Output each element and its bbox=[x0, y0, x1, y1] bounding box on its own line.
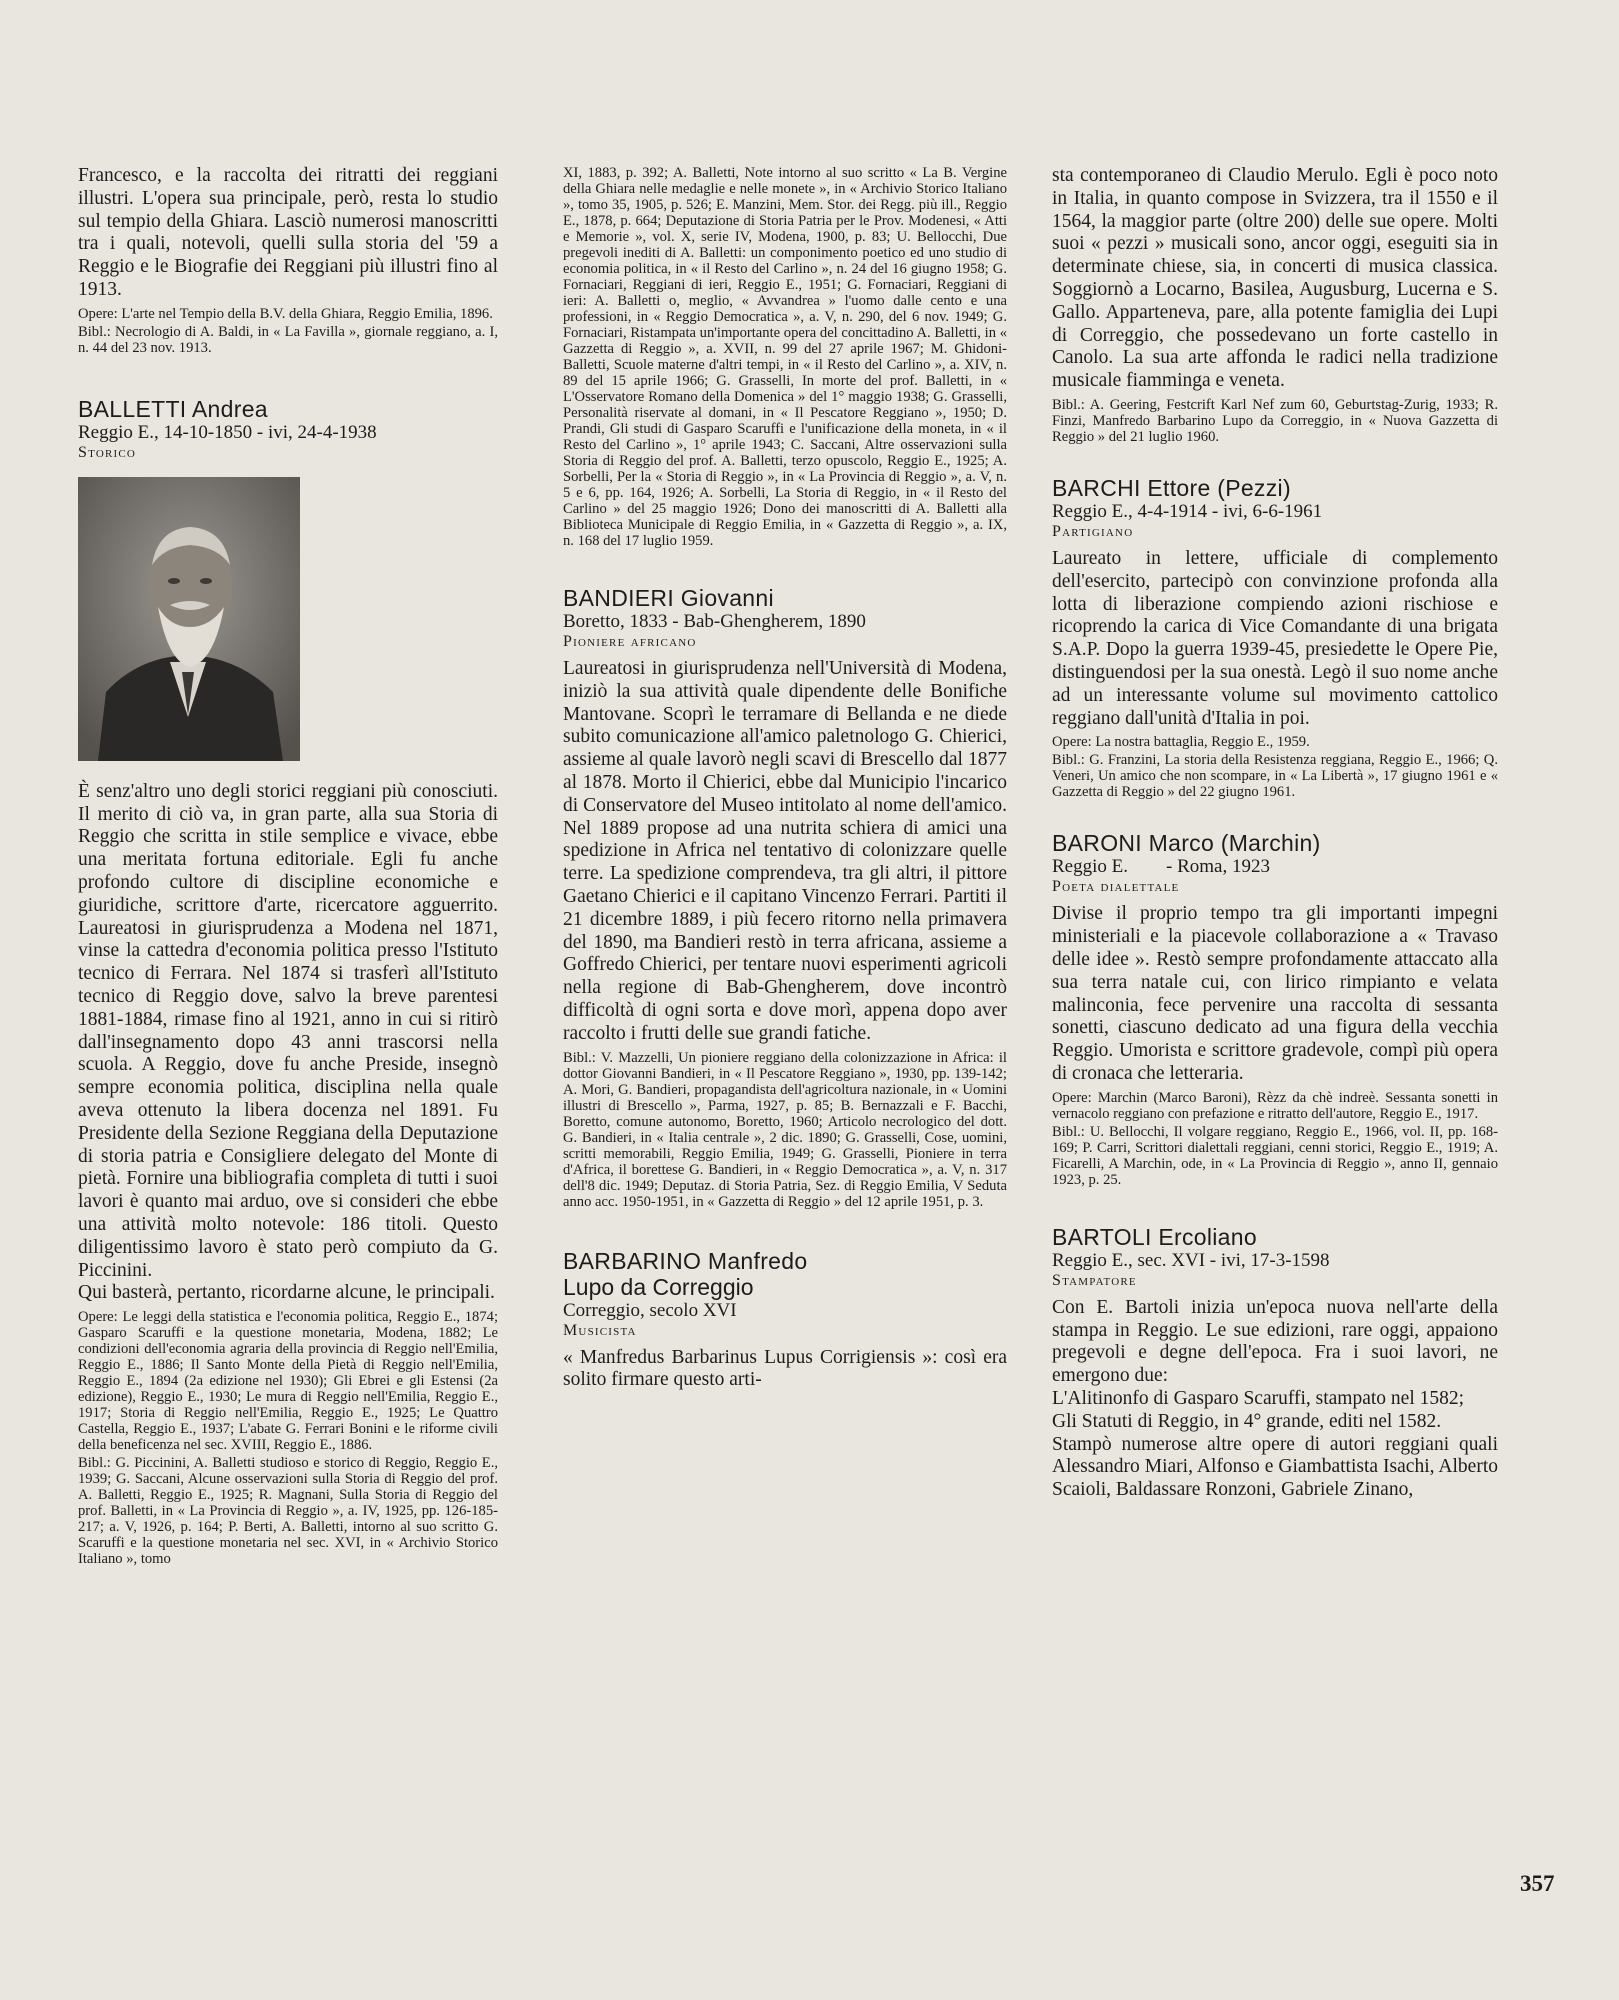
entry-name: BALLETTI Andrea bbox=[78, 395, 268, 422]
entry-dates: Boretto, 1833 - Bab-Ghengherem, 1890 bbox=[563, 611, 866, 632]
entry-role: Storico bbox=[78, 443, 137, 461]
entry-body: Laureatosi in giurisprudenza nell'Università di Modena, iniziò la sua attività quale dipendente delle Bonifiche Mantovane. Scoprì le terramare di Bellanda e ne diede subito comunicazione all'amico paletnologo G. Chierici, assieme al quale lavorò negli scavi di Brescello dal 1877 al 1878. Morto il Chierici, ebbe dal Municipio l'incarico di Conservatore del Museo intitolato al nome dell'amico. Nel 1889 propose ad una nutrita schiera di amici una spedizione in Africa nel tentativo di colonizzare quelle terre. La spedizione comprendeva, tra gli altri, il pittore Gaetano Chierici e il capitano Vincenzo Ferrari. Partiti il 21 dicembre 1889, i più fecero ritorno nella primavera del 1890, ma Bandieri restò in terra africana, assieme a Goffredo Chierici, per tentare nuovi esperimenti agricoli nella regione di Bab-Ghengherem, dove incontrò difficoltà di ogni sorta e dove morì, appena dopo aver raccolto i frutti delle sue grandi fatiche. bbox=[563, 658, 1007, 1044]
entry-opere: Opere: Le leggi della statistica e l'economia politica, Reggio E., 1874; Gasparo Scaruffi e la questione monetaria, Modena, 1882; Le condizioni dell'economia agraria della provincia di Reggio nell'Emilia, Reggio E., 1886; Il Santo Monte della Pietà di Reggio nell'Emilia, Reggio E., 1894 (2a edizione nel 1930); Gli Ebrei e gli Estensi (2a edizione), Reggio E., 1930; Le mura di Reggio nell'Emilia, Reggio E., 1917; Storia di Reggio nell'Emilia, Reggio E., 1925; Le Quattro Castella, Reggio E., 1937; L'abate G. Ferrari Bonini e le riforme civili della beneficenza nel sec. XVIII, Reggio E., 1886. bbox=[78, 1309, 498, 1454]
entry-role: Stampatore bbox=[1052, 1271, 1137, 1289]
entry-baroni bbox=[1052, 830, 1498, 1187]
entry-barchi bbox=[1052, 475, 1498, 800]
column-left bbox=[78, 165, 498, 1567]
entry-opere: Opere: Marchin (Marco Baroni), Rèzz da chè indreè. Sessanta sonetti in vernacolo reggiano con prefazione e ritratto dell'autore, Reggio E., 1917. bbox=[1052, 1089, 1498, 1122]
list-item-2: Gli Statuti di Reggio, in 4° grande, editi nel 1582. bbox=[1052, 1410, 1442, 1432]
entry-dates: Reggio E., sec. XVI - ivi, 17-3-1598 bbox=[1052, 1249, 1330, 1271]
entry-bibl: Bibl.: G. Piccinini, A. Balletti studioso e storico di Reggio, Reggio E., 1939; G. Saccani, Alcune osservazioni sulla Storia di Reggio del prof. A. Balletti, Reggio E., 1925; R. Magnani, Sulla Storia di Reggio del prof. Balletti, in « La Provincia di Reggio », a. IV, 1925, pp. 126-185-217; a. V, 1926, p. 164; P. Berti, A. Balletti, intorno al suo scritto G. Scaruffi e la questione monetaria nel sec. XVI, in « Archivio Storico Italiano », tomo bbox=[78, 1455, 498, 1568]
text-continuation: sta contemporaneo di Claudio Merulo. Egli è poco noto in Italia, in quanto compose in Svizzera, tra il 1550 e il 1564, la maggior parte (oltre 200) delle sue opere. Molti suoi « pezzi » musicali sono, ancor oggi, eseguiti sia in determinate chiese, sia, in concerti di musica classica. Soggiornò a Locarno, Basilea, Augusburg, Lucerna e S. Gallo. Apparteneva, pare, alla potente famiglia dei Lupi di Correggio, che possedevano un forte castello in Canolo. La sua arte affonda le radici nella tradizione musicale fiamminga e veneta. bbox=[1052, 165, 1498, 392]
entry-bandieri bbox=[563, 585, 1007, 1210]
entry-dates: Correggio, secolo XVI bbox=[563, 1299, 737, 1321]
entry-role: Musicista bbox=[563, 1321, 637, 1339]
entry-opere: Opere: La nostra battaglia, Reggio E., 1959. bbox=[1052, 734, 1310, 751]
entry-role: Partigiano bbox=[1052, 522, 1134, 540]
column-right bbox=[1052, 165, 1498, 1502]
entry-name: BARCHI Ettore (Pezzi) bbox=[1052, 474, 1291, 501]
entry-body-2: Qui basterà, pertanto, ricordarne alcune, le principali. bbox=[78, 1282, 495, 1304]
bibl-continuation: XI, 1883, p. 392; A. Balletti, Note intorno al suo scritto « La B. Vergine della Ghiara nelle medaglie e nelle monete », in « Archivio Storico Italiano », tomo 35, 1905, p. 526; E. Manzini, Mem. Stor. dei Regg. più ill., Reggio E., 1878, p. 664; Deputazione di Storia Patria per le Prov. Modenesi, « Atti e Memorie », vol. X, serie IV, Modena, 1900, p. 83; U. Bellocchi, Due pregevoli inediti di A. Balletti: un componimento poetico ed uno studio di economia politica, in « il Resto del Carlino », n. 24 del 16 giugno 1958; G. Fornaciari, Reggiani di ieri, Reggio E., 1951; G. Fornaciari, Reggiani di ieri: A. Balletti o, meglio, « Avvandrea » l'uomo dalle cento e una professioni, in « Reggio Democratica », a. V, n. 290, del 6 nov. 1949; G. Fornaciari, Ristampata un'importante opera del concittadino A. Balletti, in « Gazzetta di Reggio », a. XVII, n. 99 del 27 aprile 1967; M. Ghidoni-Balletti, Scuole materne d'altri tempi, in « il Resto del Carlino », a. XIV, n. 89 del 15 aprile 1966; G. Grasselli, In morte del prof. Balletti, in « L'Osservatore Romano della Domenica » del 1° maggio 1938; G. Grasselli, Personalità riservate al domani, in « Il Pescatore Reggiano », 1950; D. Prandi, Gli studi di Gasparo Scaruffi e l'unificazione della moneta, in « il Resto del Carlino », 1° aprile 1943; C. Saccani, Altre osservazioni sulla Storia di Reggio del prof. A. Balletti, terzo opuscolo, Reggio E., 1925; A. Sorbelli, Per la « Storia di Reggio », in « La Provincia di Reggio », a. V, n. 5 e 6, pp. 164, 1926; A. Sorbelli, La Storia di Reggio, in « il Resto del Carlino » del 25 maggio 1926; Dono dei manoscritti di A. Balletti alla Biblioteca Municipale di Reggio Emilia, in « Gazzetta di Reggio », a. IX, n. 168 del 17 luglio 1959. bbox=[563, 165, 1007, 549]
entry-bartoli bbox=[1052, 1224, 1498, 1502]
entry-role: Poeta dialettale bbox=[1052, 878, 1180, 896]
entry-name: BANDIERI Giovanni bbox=[563, 585, 774, 611]
entry-bibl: Bibl.: G. Franzini, La storia della Resistenza reggiana, Reggio E., 1966; Q. Veneri, Un amico che non scompare, in « La Libertà », 17 giugno 1961 e « Gazzetta di Reggio » del 22 giugno 1961. bbox=[1052, 752, 1498, 801]
entry-body: Divise il proprio tempo tra gli importanti impegni ministeriali e la piacevole collaborazione a « Travaso delle idee ». Restò sempre profondamente attaccato alla sua terra natale cui, con lirico rimpianto e velata malinconia, fece pervenire una raccolta di sessanta sonetti, ciascuno dedicato ad una figura della vecchia Reggio. Umorista e scrittore gradevole, compì più opera di cronaca che letteraria. bbox=[1052, 903, 1498, 1084]
entry-name-2: Lupo da Correggio bbox=[563, 1273, 754, 1300]
entry-bibl: Bibl.: V. Mazzelli, Un pioniere reggiano della colonizzazione in Africa: il dottor Giovanni Bandieri, in « Il Pescatore Reggiano », 1930, pp. 139-142; A. Mori, G. Bandieri, propagandista dell'agricoltura nazionale, in « Uomini illustri di Brescello », Parma, 1927, p. 85; B. Bernazzali e F. Bacchi, Boretto, comune autonomo, Boretto, 1960; Articolo necrologico del dott. G. Bandieri, in « Italia centrale », 2 dic. 1890; G. Grasselli, Cose, uomini, scritti memorabili, Reggio Emilia, 1949; G. Grasselli, Pioniere in terra d'Africa, il borettese G. Bandieri, in « Reggio Democratica », a. V, n. 317 dell'8 dic. 1949; Deputaz. di Storia Patria, Sez. di Reggio Emilia, V Seduta anno acc. 1950-1951, in « Gazzetta di Reggio » del 12 aprile 1951, p. 3. bbox=[563, 1049, 1007, 1210]
list-item-1: L'Alitinonfo di Gasparo Scaruffi, stampato nel 1582; bbox=[1052, 1387, 1465, 1409]
intro-bibl: Bibl.: Necrologio di A. Baldi, in « La Favilla », giornale reggiano, a. I, n. 44 del 23 nov. 1913. bbox=[78, 323, 498, 356]
entry-name: BARTOLI Ercoliano bbox=[1052, 1223, 1257, 1250]
entry-name: BARBARINO Manfredo bbox=[563, 1247, 808, 1274]
continuation-bibl: Bibl.: A. Geering, Festcrift Karl Nef zum 60, Geburtstag-Zurig, 1933; R. Finzi, Manfredo Barbarino Lupo da Correggio, in « Nuova Gazzetta di Reggio » del 21 luglio 1960. bbox=[1052, 396, 1498, 445]
intro-paragraph: Francesco, e la raccolta dei ritratti dei reggiani illustri. L'opera sua principale, però, resta lo studio sul tempio della Ghiara. Lasciò numerosi manoscritti tra i quali, notevoli, quelli sulla storia del '59 a Reggio e le Biografie dei Reggiani più illustri fino al 1913. bbox=[78, 165, 498, 300]
entry-barbarino bbox=[563, 1248, 1007, 1393]
entry-body-2: Stampò numerose altre opere di autori reggiani quali Alessandro Miari, Alfonso e Giambattista Isachi, Alberto Scaioli, Baldassare Ronzoni, Gabriele Zinano, bbox=[1052, 1433, 1498, 1501]
entry-body: Con E. Bartoli inizia un'epoca nuova nell'arte della stampa in Reggio. Le sue edizioni, rare oggi, appaiono pregevoli e degne dell'epoca. Fra i suoi lavori, ne emergono due: bbox=[1052, 1296, 1498, 1387]
entry-bibl: Bibl.: U. Bellocchi, Il volgare reggiano, Reggio E., 1966, vol. II, pp. 168-169; P. Carri, Scrittori dialettali reggiani, cenni storici, Reggio E., 1919; A. Ficarelli, A Marchin, ode, in « La Provincia di Reggio », anno II, gennaio 1923, p. 25. bbox=[1052, 1123, 1498, 1188]
intro-opere: Opere: L'arte nel Tempio della B.V. della Ghiara, Reggio Emilia, 1896. bbox=[78, 305, 493, 322]
entry-dates: Reggio E. - Roma, 1923 bbox=[1052, 856, 1270, 878]
entry-balletti bbox=[78, 396, 498, 1567]
entry-dates: Reggio E., 14-10-1850 - ivi, 24-4-1938 bbox=[78, 421, 377, 443]
portrait-photo bbox=[78, 477, 300, 761]
column-middle bbox=[563, 165, 1007, 1392]
entry-name: BARONI Marco (Marchin) bbox=[1052, 830, 1321, 857]
entry-dates: Reggio E., 4-4-1914 - ivi, 6-6-1961 bbox=[1052, 500, 1323, 522]
entry-role: Pioniere africano bbox=[563, 633, 697, 650]
entry-body: Laureato in lettere, ufficiale di complemento dell'esercito, partecipò con convinzione profonda alla lotta di liberazione compiendo azioni rischiose e ricoprendo la carica di Vice Comandante di una brigata S.A.P. Dopo la guerra 1939-45, presiedette le Opere Pie, distinguendosi per la sua onestà. Legò il suo nome anche ad un interessante volume sul movimento cattolico reggiano dall'unità d'Italia in poi. bbox=[1052, 547, 1498, 729]
entry-body: È senz'altro uno degli storici reggiani più conosciuti. Il merito di ciò va, in gran parte, alla sua Storia di Reggio che scritta in stile semplice e vivace, ebbe una meritata fortuna editoriale. Egli fu anche profondo cultore di discipline economiche e giuridiche, scrittore d'arte, ricercatore agguerrito. Laureatosi in giurisprudenza a Modena nel 1871, vinse la cattedra d'economia politica presso l'Istituto tecnico di Ferrara. Nel 1874 si trasferì all'Istituto tecnico di Reggio dove, salvo la breve parentesi 1881-1884, rimase fino al 1921, anno in cui si ritirò dall'insegnamento dopo 43 anni trascorsi nella scuola. A Reggio, dove fu anche Preside, insegnò sempre economia politica, disciplina nella quale aveva ottenuto la libera docenza nel 1891. Fu Presidente della Sezione Reggiana della Deputazione di storia patria e Consigliere delegato del Monte di pietà. Fornire una bibliografia completa di tutti i suoi lavori è quanto mai arduo, ove si consideri che ebbe una attività molto notevole: 186 titoli. Questo diligentissimo lavoro è stato però compiuto da G. Piccinini. bbox=[78, 780, 498, 1281]
page-number: 357 bbox=[1520, 1871, 1555, 1896]
entry-body: « Manfredus Barbarinus Lupus Corrigiensis »: così era solito firmare questo arti- bbox=[563, 1346, 1007, 1391]
